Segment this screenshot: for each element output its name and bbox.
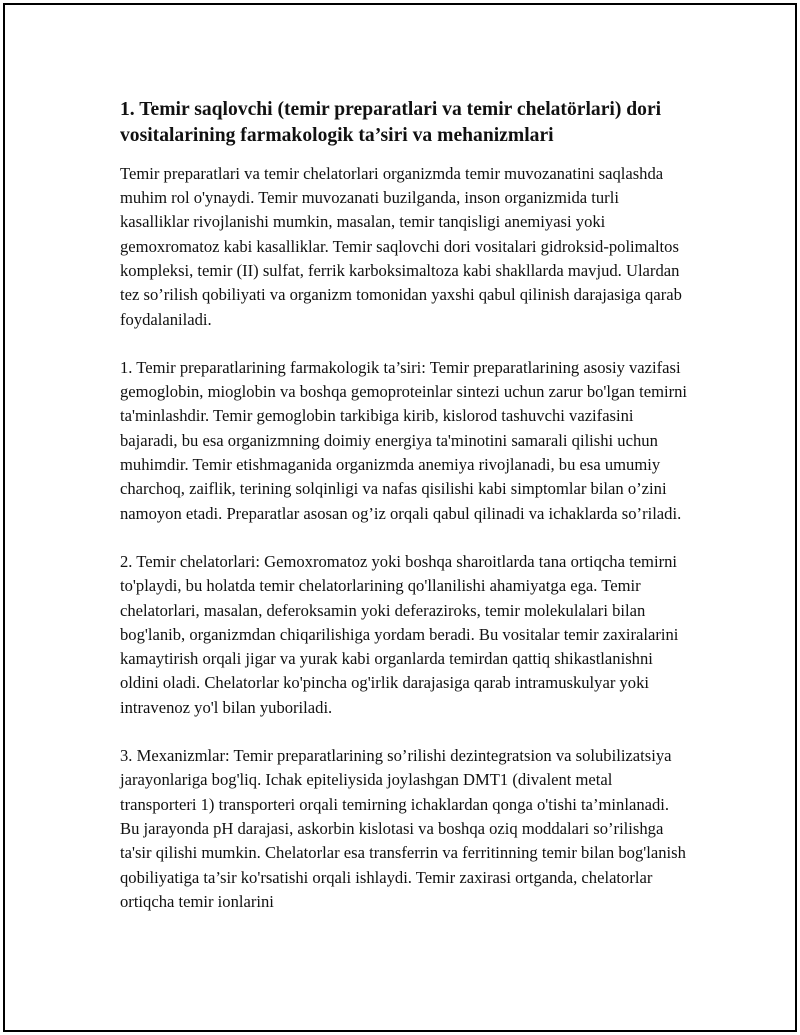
document-body (120, 97, 690, 914)
paragraph-iron-chelators: 2. Temir chelatorlari: Gemoxromatoz yoki boshqa sharoitlarda tana ortiqcha temirni to'playdi, bu holatda temir chelatorlarining qo'llanilishi ahamiyatga ega. Temir chelatorlari, masalan, deferoksamin yoki deferaziroks, temir molekulalari bilan bog'lanib, organizmdan chiqarilishiga yordam beradi. Bu vositalar temir zaxiralarini kamaytirish orqali jigar va yurak kabi organlarda temirdan qattiq shikastlanishni oldini oladi. Chelatorlar ko'pincha og'irlik darajasiga qarab intramuskulyar yoki intravenoz yo'l bilan yuboriladi. (120, 551, 679, 717)
document-page (3, 3, 797, 1032)
document-title: 1. Temir saqlovchi (temir preparatlari va temir chelatörlari) dori vositalarining farmakologik ta’siri va mehanizmlari (120, 99, 662, 147)
paragraph-intro: Temir preparatlari va temir chelatorlari organizmda temir muvozanatini saqlashda muhim rol o'ynaydi. Temir muvozanati buzilganda, inson organizmida turli kasalliklar rivojlanishi mumkin, masalan, temir tanqisligi anemiyasi yoki gemoxromatoz kabi kasalliklar. Temir saqlovchi dori vositalari gidroksid-polimaltos kompleksi, temir (II) sulfat, ferrik karboksimaltoza kabi shakllarda mavjud. Ulardan tez so’rilish qobiliyati va organizm tomonidan yaxshi qabul qilinish darajasiga qarab foydalaniladi. (120, 163, 682, 329)
paragraph-mechanisms: 3. Mexanizmlar: Temir preparatlarining so’rilishi dezintegratsion va solubilizatsiya jarayonlariga bog'liq. Ichak epiteliysida joylashgan DMT1 (divalent metal transporteri 1) transporteri orqali temirning ichaklardan qonga o'tishi ta’minlanadi. Bu jarayonda pH darajasi, askorbin kislotasi va boshqa oziq moddalari so’rilishga ta'sir qilishi mumkin. Chelatorlar esa transferrin va ferritinning temir bilan bog'lanish qobiliyatiga ta’sir ko'rsatishi orqali ishlaydi. Temir zaxirasi ortganda, chelatorlar ortiqcha temir ionlarini (120, 746, 686, 911)
paragraph-pharmacological-effect: 1. Temir preparatlarining farmakologik ta’siri: Temir preparatlarining asosiy vazifasi gemoglobin, mioglobin va boshqa gemoproteinlar sintezi uchun zarur bo'lgan temirni ta'minlashdir. Temir gemoglobin tarkibiga kirib, kislorod tashuvchi vazifasini bajaradi, bu esa organizmning doimiy energiya ta'minotini samarali qilishi uchun muhimdir. Temir etishmaganida organizmda anemiya rivojlanadi, bu esa umumiy charchoq, zaiflik, terining solqinligi va nafas qisilishi kabi simptomlar bilan o’zini namoyon etadi. Preparatlar asosan og’iz orqali qabul qilinadi va ichaklarda so’riladi. (120, 357, 688, 523)
